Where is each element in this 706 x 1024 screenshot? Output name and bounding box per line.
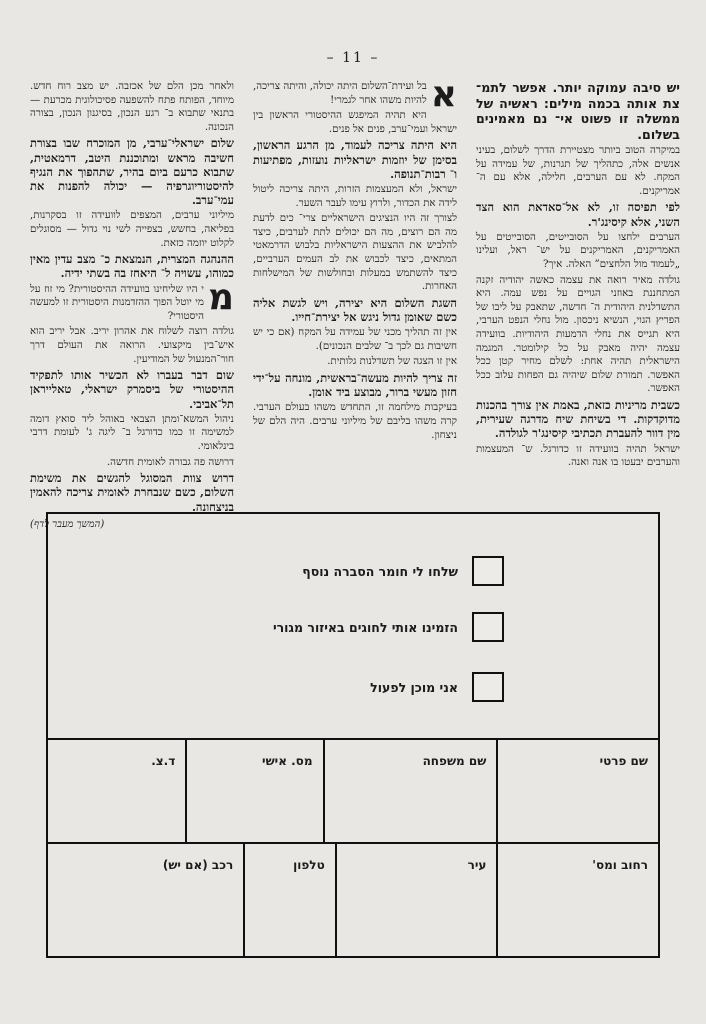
article-paragraph — [253, 183, 457, 210]
article-paragraph — [476, 80, 680, 142]
column-middle — [253, 74, 457, 500]
article-paragraph — [476, 200, 680, 228]
paragraph-text: השגת השלום היא יצירה, ויש לגשת אליה כשם שאומן גדול ניגש אל יצירת־חייו. — [253, 295, 457, 324]
checkbox-label: שלחו לי חומר הסברה נוסף — [302, 564, 458, 579]
article-paragraph — [253, 371, 457, 399]
drop-cap: א — [430, 74, 457, 115]
article-paragraph — [30, 252, 234, 280]
checkbox-label: אני מוכן לפעול — [370, 680, 458, 695]
mail-box-field[interactable]: ד.צ. — [151, 754, 176, 768]
paragraph-text: שום דבר בעברו לא הכשיר אותו לתפקיד ההיסטורי של ביסמרק ישראלי, טאלייראן תל־אביבי. — [30, 368, 234, 411]
checkbox-row-invite-circles[interactable] — [48, 612, 658, 644]
checkbox-invite-circles[interactable] — [472, 612, 504, 642]
page-number: – 11 – — [326, 50, 380, 66]
paragraph-text: הערבים ילחצו על הסובייטים, הסובייטים על האמריקנים, האמריקנים על יש־ ראל, ועלינו „לעמוד מול הלחצים” האלה. איך? — [476, 231, 680, 270]
paragraph-text: אין זו הצגה של תשדלנות גלותית. — [327, 356, 457, 368]
personal-number-field[interactable]: מס. אישי — [185, 740, 322, 842]
article-paragraph — [253, 355, 457, 369]
article-paragraph — [30, 136, 234, 207]
article-paragraph — [253, 109, 457, 136]
paragraph-text: י היו שליחינו בוועידה ההיסטורית? מי זוז על מי יוטל הפוך ההזדמנות היסטורית זו למעשה היסטורי? — [30, 283, 204, 322]
paragraph-text: זה צריך להיות מעשה־בראשית, מונחה על־ידי חזון מעשי ברור, מבוצע ביד אומן. — [253, 370, 457, 400]
article-paragraph — [30, 276, 234, 324]
paragraph-text: לפי תפיסה זו, לא אל־סאדאת הוא הצד השני, אלא קיסינג'ר. — [476, 200, 680, 229]
phone-field[interactable]: טלפון — [243, 844, 335, 956]
article-paragraph — [253, 212, 457, 294]
article-paragraph — [476, 274, 680, 396]
checkbox-more-material[interactable] — [472, 556, 504, 586]
paragraph-text: היא היתה צריכה לעמוד, מן הרגע הראשון, בסימן של יוזמות ישראליות נועזות, מפתיעות ו־ רבות־תנופה. — [253, 138, 457, 181]
article-paragraph — [476, 398, 680, 441]
vehicle-field[interactable]: רכב (אם יש) — [162, 858, 234, 872]
paragraph-text: ההנהגה המצרית, הנמצאת כ־ מצב עדין מאין כמוהו, עשויה ל־ היאחז בה בשתי ידיה. — [30, 252, 234, 281]
drop-cap: מ — [207, 276, 234, 318]
paragraph-text: גולדה מאיר רואה את עצמה כאשה יהודיה זקנה המתחננת באוזני הגויים על נפש עמה. היא התשדלנית היהודית ה־ חדשה, שתאבק על ליבו של הפריץ הגוי, הנשיא ניכסון. מול נחלי הנפט הערבי, היא תגייס את נחלי הדמעות היהודיות. בוועידה עצמה יהיה מאבק על כל קילומטר. המגמה הישראלית תהיה אחת: לשלם מחיר קטן ככל האפשר. תמורת שלום שיהיה גם הפחות עלוב ככל האפשר. — [476, 274, 680, 395]
paragraph-text: ולאחר מכן הלם של אכזבה. יש מצב רוח חדש. מיוחד, הפותח פתח להשפעה פסיכולוגית מכרעת — בתנאי שתבוא ב־ רגע הנכון, בסיגנון הנכון, בצורה הנכונה. — [30, 81, 234, 133]
article-paragraph — [253, 138, 457, 181]
continued-note: (המשך מעבר לדף) — [30, 518, 105, 530]
signup-form — [46, 512, 660, 958]
paragraph-text: לצורך זה היו הנציגים הישראליים צרי־ כים לדעת מה הם רוצים, מה הם יכולים לתת לערבים, כיצד להלביש את ההצעות הישראליות בלבוש הדרמאטי המתאים, כיצד לכבוש את לב העמים הערביים, כיצד להשתמש במעלות ובחולשות של המישלחות האחרות. — [253, 213, 457, 293]
article-paragraph — [30, 209, 234, 250]
checkbox-row-ready-to-act[interactable] — [48, 672, 658, 704]
article-paragraph — [30, 413, 234, 454]
checkbox-row-more-material[interactable] — [48, 556, 658, 588]
article-columns — [30, 74, 680, 530]
checkbox-label: הזמינו אותי לחוגים באיזור מגורי — [272, 620, 458, 635]
paragraph-text: אין זה תהליך מכני של עמידה על המקח (אם כי יש חשיבות גם לכך ב־ שלבים הנכונים). — [253, 327, 457, 352]
checkbox-section — [48, 514, 658, 738]
article-paragraph — [30, 325, 234, 366]
paragraph-text: בל ועידת־השלום היתה יכולה, והיתה צריכה, להיות משהו אחר לגמרי! — [253, 81, 427, 106]
details-grid — [48, 738, 658, 956]
paragraph-text: דרוש צוות המסוגל להגשים את משימת השלום, כשם שנבחרת לאומית צריכה להאמין בניצחונה. — [30, 471, 234, 514]
city-field[interactable]: עיר — [335, 844, 497, 956]
first-name-field[interactable]: שם פרטי — [496, 740, 658, 842]
article-paragraph — [30, 471, 234, 514]
details-row-2 — [48, 842, 658, 956]
paragraph-text: ישראל תהיה בוועידה זו כדורגל. ש־ המעצמות והערבים יבעטו בו אנה ואנה. — [476, 443, 680, 469]
paragraph-text: שלום ישראלי־ערבי, מן המוכרח שבו בצורת חשיבה מראש ומתוכננת היטב, דרמאטית, שתבוא כרעם ביום בהיר, שתהפוך את הנגיף להיסטוריוגרפיה — יכולה להפנות את עמי־ערב. — [30, 136, 234, 208]
paragraph-text: דרושה פה גבורה לאומית חדשה. — [106, 456, 234, 468]
checkbox-ready-to-act[interactable] — [472, 672, 504, 702]
article-paragraph — [253, 74, 457, 115]
article-paragraph — [30, 80, 234, 134]
article-paragraph — [30, 456, 234, 470]
paragraph-text: בעיקבות מילחמה זו, התחדש משהו בעולם הערבי. קרה משהו בליבם של מיליוני ערבים. היה הלם של ניצחון. — [253, 402, 457, 441]
details-row-1 — [48, 738, 658, 842]
column-right — [476, 80, 680, 500]
paragraph-text: גולדה רוצה לשלוח את אהרון יריב. אבל יריב הוא איש־בין מיקצועי. הרואה את העולם דרך חור־המנעול של המודיעין. — [30, 326, 234, 365]
article-paragraph — [253, 401, 457, 442]
paragraph-text: היא תהיה המיפגש ההיסטורי הראשון בין ישראל ועמי־ערב, פנים אל פנים. — [253, 110, 457, 135]
paragraph-text: יש סיבה עמוקה יותר. אפשר לתמ־ צת אותה בכמה מילים: ראשיה של ממשלה זו פשוט אי־ נם מאמינים בשלום. — [476, 80, 680, 142]
paragraph-text: ניהול המשא־ומתן הצבאי באוהל ליד סואץ דומה למשימה זו כמו כדורגל ב־ ליגה ג' לעומת דרבי בינלאומי. — [30, 413, 234, 452]
column-left — [30, 80, 234, 530]
article-paragraph — [476, 231, 680, 272]
last-name-field[interactable]: שם משפחה — [323, 740, 497, 842]
article-paragraph — [476, 443, 680, 470]
paragraph-text: ישראל, ולא המעצמות הזרות, היתה צריכה ליטול לידה את הכדור, ולרוץ עימו לעבר השער. — [253, 183, 457, 209]
article-paragraph — [30, 368, 234, 411]
article-paragraph — [253, 296, 457, 324]
paragraph-text: מיליוני ערבים, המצפים לוועידה זו בסקרנות, בפליאה, בחשש, בצפייה לשי נוי גדול — מסוגלים לקלוט יוזמה כזאת. — [30, 210, 234, 249]
paragraph-text: כשבית מריניות כזאת, באמת אין צורך בהכנות מדוקדקות. די בשיחת שיח מדרגה שעירית, מין דוור להעברת תכתיבי קיסינג'ר לגולדה. — [476, 397, 680, 441]
paragraph-text: במיקרה הטוב ביותר מצטיירת הדרך לשלום, בעיני אנשים אלה, כתהליך של תגרנות, של עמידה על המקח. לא עם הערבים, חלילה, אלא עם ה־ אמריקנים. — [476, 145, 680, 197]
article-paragraph — [476, 144, 680, 198]
street-field[interactable]: רחוב ומס' — [496, 844, 658, 956]
article-paragraph — [253, 326, 457, 353]
